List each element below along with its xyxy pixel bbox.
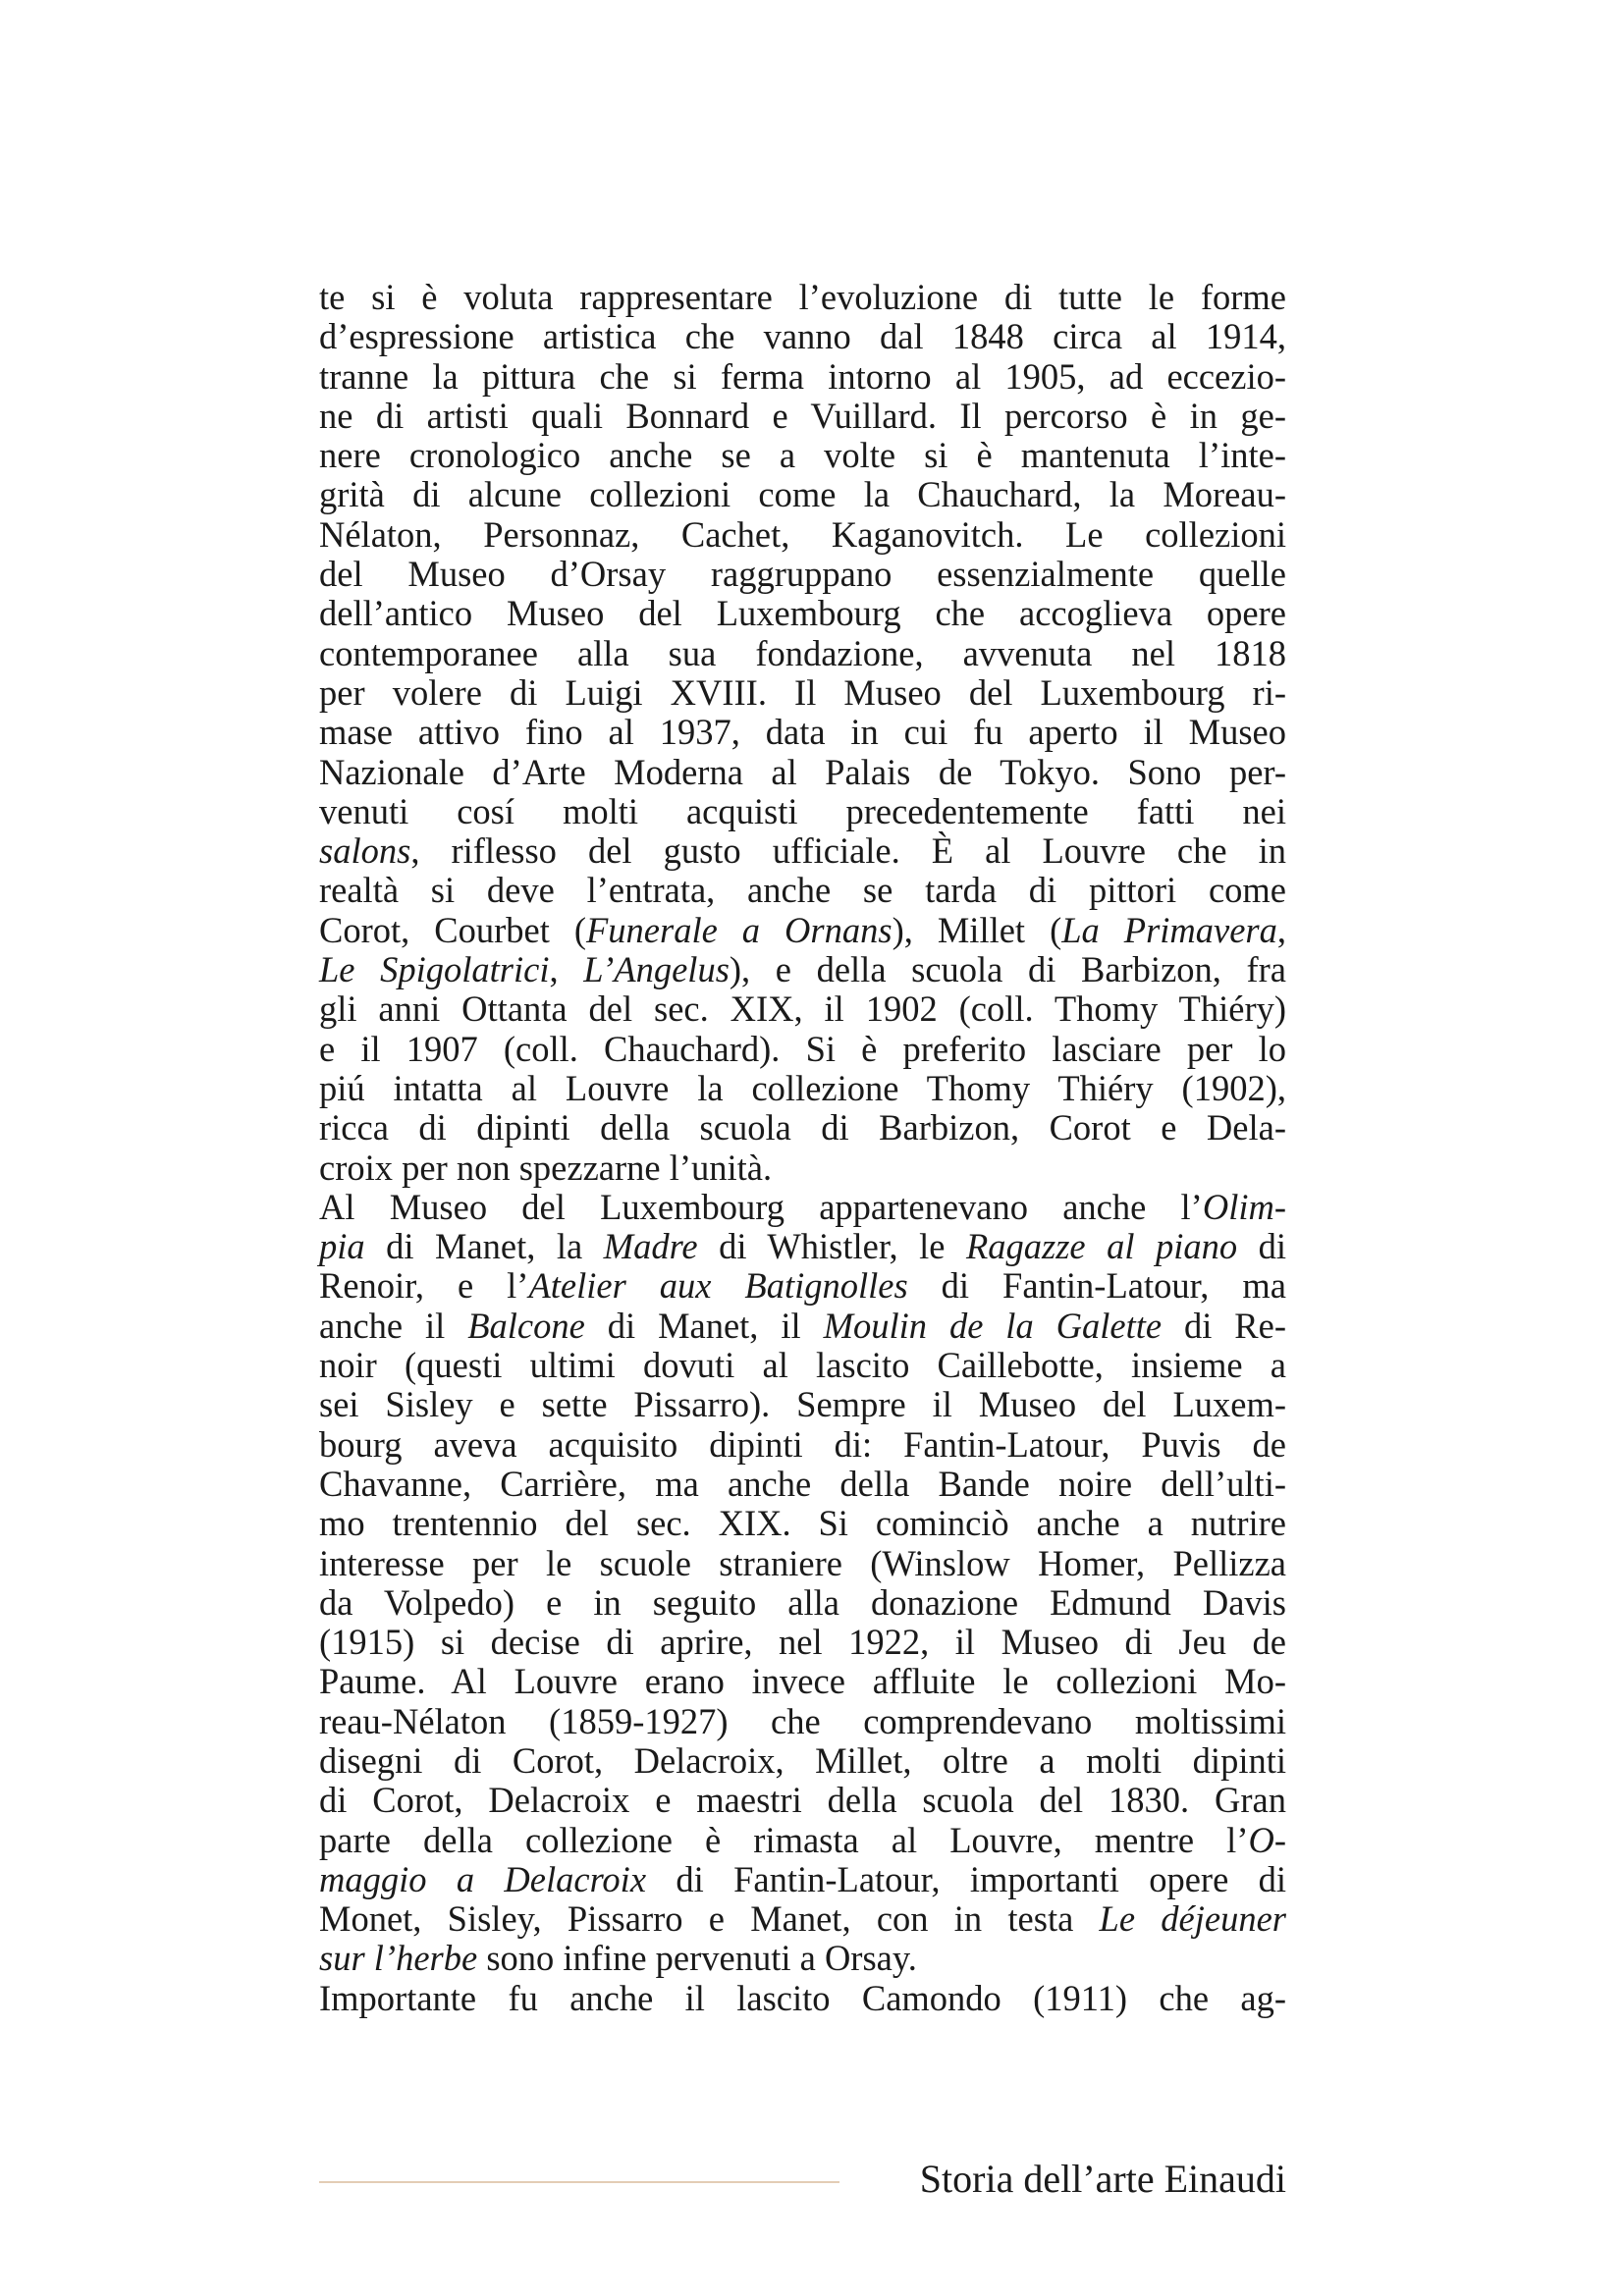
text-line — [319, 989, 1286, 1029]
text-span: mo trentennio del sec. XIX. Si cominciò anche a nutrire — [319, 1503, 1286, 1544]
text-span: , riflesso del gusto ufficiale. È al Louvre che in — [410, 830, 1286, 872]
text-span: bourg aveva acquisito dipinti di: Fantin-Latour, Puvis de — [319, 1423, 1286, 1465]
text-line — [319, 436, 1286, 475]
text-line — [319, 1662, 1286, 1701]
text-line — [319, 634, 1286, 673]
text-line — [319, 1939, 1286, 1978]
text-line — [319, 911, 1286, 950]
text-line — [319, 594, 1286, 633]
text-line — [319, 278, 1286, 317]
italic-title: pia — [319, 1226, 365, 1267]
text-line — [319, 1979, 1286, 2018]
italic-title: Madre — [603, 1226, 698, 1267]
italic-title: sur l’herbe — [319, 1938, 478, 1979]
text-span: mase attivo fino al 1937, data in cui fu aperto il Museo — [319, 712, 1286, 753]
text-span: , — [1276, 909, 1287, 950]
text-line — [319, 357, 1286, 397]
text-line — [319, 1741, 1286, 1781]
text-span: contemporanee alla sua fondazione, avvenuta nel 1818 — [319, 632, 1286, 673]
text-span: piú intatta al Louvre la collezione Thomy Thiéry (1902), — [319, 1067, 1286, 1108]
italic-title: L’Angelus — [583, 949, 730, 990]
text-span: dell’antico Museo del Luxembourg che accoglieva opere — [319, 593, 1286, 634]
text-line — [319, 1346, 1286, 1385]
text-span: te si è voluta rappresentare l’evoluzione di tutte le forme — [319, 277, 1286, 317]
text-line — [319, 555, 1286, 594]
text-span: di Re- — [1162, 1305, 1287, 1346]
text-span: ), e della scuola di Barbizon, fra — [729, 949, 1287, 990]
text-span: Paume. Al Louvre erano invece affluite le collezioni Mo- — [319, 1661, 1286, 1702]
text-line — [319, 1148, 1286, 1188]
text-line — [319, 1781, 1286, 1820]
text-span: di Whistler, le — [697, 1226, 966, 1267]
text-line — [319, 515, 1286, 555]
text-span: del Museo d’Orsay raggruppano essenzialmente quelle — [319, 554, 1286, 595]
italic-title: maggio a Delacroix — [319, 1858, 647, 1899]
text-span: anche il — [319, 1305, 468, 1346]
text-line — [319, 1544, 1286, 1583]
text-line — [319, 1860, 1286, 1899]
footer-title: Storia dell’arte Einaudi — [919, 2157, 1286, 2201]
text-span: reau-Nélaton (1859-1927) che comprendevano moltissimi — [319, 1700, 1286, 1741]
text-span: realtà si deve l’entrata, anche se tarda di pittori come — [319, 870, 1286, 911]
text-line — [319, 1188, 1286, 1227]
text-span: d’espressione artistica che vanno dal 1848 circa al 1914, — [319, 316, 1286, 357]
italic-title: Atelier aux Batignolles — [528, 1265, 908, 1307]
text-span: e il 1907 (coll. Chauchard). Si è preferito lasciare per lo — [319, 1028, 1286, 1069]
text-line — [319, 950, 1286, 989]
text-span: nere cronologico anche se a volte si è mantenuta l’inte- — [319, 435, 1286, 476]
text-span: disegni di Corot, Delacroix, Millet, oltre a molti dipinti — [319, 1739, 1286, 1781]
text-span: croix per non spezzarne l’unità. — [319, 1147, 773, 1188]
text-line — [319, 1108, 1286, 1148]
text-line — [319, 1266, 1286, 1306]
text-span: di — [1237, 1226, 1286, 1267]
text-span: Monet, Sisley, Pissarro e Manet, con in testa — [319, 1898, 1100, 1940]
text-line — [319, 1899, 1286, 1939]
text-span: parte della collezione è rimasta al Louvre, mentre l’ — [319, 1819, 1249, 1860]
text-line — [319, 1623, 1286, 1662]
italic-title: Ragazze al piano — [965, 1226, 1238, 1267]
text-line — [319, 1425, 1286, 1465]
text-span: Renoir, e l’ — [319, 1265, 529, 1307]
text-line — [319, 1583, 1286, 1623]
text-span: Chavanne, Carrière, ma anche della Bande noire dell’ulti- — [319, 1463, 1286, 1504]
text-span: di Fantin-Latour, importanti opere di — [646, 1858, 1287, 1899]
text-span: venuti cosí molti acquisti precedentemente fatti nei — [319, 790, 1286, 831]
text-line — [319, 1465, 1286, 1504]
text-line — [319, 1030, 1286, 1069]
text-line — [319, 1227, 1286, 1266]
text-span: di Manet, la — [364, 1226, 604, 1267]
italic-title: Balcone — [467, 1305, 585, 1346]
text-line — [319, 475, 1286, 514]
body-text — [319, 278, 1286, 2018]
italic-title: salons — [319, 830, 411, 872]
text-line — [319, 792, 1286, 831]
text-span: (1915) si decise di aprire, nel 1922, il Museo di Jeu de — [319, 1622, 1286, 1663]
text-span: ne di artisti quali Bonnard e Vuillard. Il percorso è in ge- — [319, 395, 1286, 436]
text-span: di Manet, il — [584, 1305, 824, 1346]
text-line — [319, 397, 1286, 436]
text-span: ), Millet ( — [892, 909, 1062, 950]
text-line — [319, 1821, 1286, 1860]
italic-title: Olim- — [1202, 1186, 1286, 1227]
text-span: da Volpedo) e in seguito alla donazione Edmund Davis — [319, 1581, 1286, 1623]
text-line — [319, 1307, 1286, 1346]
text-line — [319, 1504, 1286, 1543]
text-span: Nazionale d’Arte Moderna al Palais de Tokyo. Sono per- — [319, 751, 1286, 792]
text-span: Importante fu anche il lascito Camondo (1911) che ag- — [319, 1977, 1286, 2018]
text-span: di Corot, Delacroix e maestri della scuola del 1830. Gran — [319, 1780, 1286, 1821]
text-line — [319, 317, 1286, 356]
italic-title: Funerale a Ornans — [586, 909, 893, 950]
text-line — [319, 713, 1286, 752]
text-span: gli anni Ottanta del sec. XIX, il 1902 (coll. Thomy Thiéry) — [319, 988, 1286, 1030]
text-span: sono infine pervenuti a Orsay. — [477, 1938, 917, 1979]
italic-title: Moulin de la Galette — [823, 1305, 1163, 1346]
text-span: interesse per le scuole straniere (Winslow Homer, Pellizza — [319, 1542, 1286, 1583]
text-line — [319, 1702, 1286, 1741]
text-span: Nélaton, Personnaz, Cachet, Kaganovitch. Le collezioni — [319, 513, 1286, 555]
text-span: ricca di dipinti della scuola di Barbizon, Corot e Dela- — [319, 1107, 1286, 1148]
text-span: grità di alcune collezioni come la Chauchard, la Moreau- — [319, 474, 1286, 515]
text-line — [319, 1385, 1286, 1424]
text-line — [319, 871, 1286, 910]
text-span: Corot, Courbet ( — [319, 909, 587, 950]
text-span: tranne la pittura che si ferma intorno al 1905, ad eccezio- — [319, 355, 1286, 397]
text-span: sei Sisley e sette Pissarro). Sempre il Museo del Luxem- — [319, 1384, 1286, 1425]
text-span: noir (questi ultimi dovuti al lascito Caillebotte, insieme a — [319, 1345, 1286, 1386]
text-line — [319, 1069, 1286, 1108]
text-span: Al Museo del Luxembourg appartenevano anche l’ — [319, 1186, 1203, 1227]
italic-title: Le Spigolatrici — [319, 949, 550, 990]
italic-title: O- — [1248, 1819, 1286, 1860]
footer-rule — [319, 2181, 839, 2183]
text-line — [319, 831, 1286, 871]
text-span: di Fantin-Latour, ma — [907, 1265, 1286, 1307]
text-span: per volere di Luigi XVIII. Il Museo del Luxembourg ri- — [319, 671, 1286, 713]
text-line — [319, 753, 1286, 792]
text-line — [319, 673, 1286, 713]
italic-title: Le déjeuner — [1099, 1898, 1286, 1940]
italic-title: La Primavera — [1061, 909, 1277, 950]
text-span: , — [549, 949, 584, 990]
